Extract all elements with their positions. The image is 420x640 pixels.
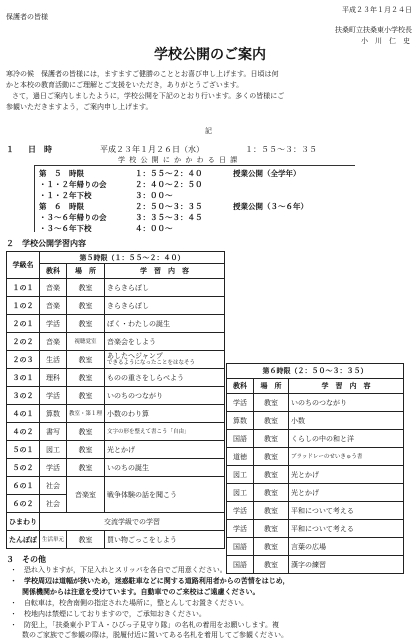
table-row bbox=[7, 297, 225, 315]
intro-line-2: かと本校の教育活動にご理解とご支援をいただき，ありがとうございます。 bbox=[6, 81, 244, 89]
col-subject: 教科 bbox=[40, 264, 67, 279]
place-cell: 教室 bbox=[67, 531, 105, 549]
class-name: ２の３ bbox=[7, 351, 40, 369]
place-cell: 教室 bbox=[254, 538, 289, 556]
section3-title: ３ その他 bbox=[6, 555, 46, 564]
intro-line-1: 寒冷の候 保護者の皆様には，ますますご健勝のこととお喜び申し上げます。日頃は何 bbox=[6, 70, 279, 78]
intro-line-4: 参観いただきますよう，ご案内申し上げます。 bbox=[6, 103, 153, 111]
table-row bbox=[7, 441, 225, 459]
content-cell: 平和について考える bbox=[289, 502, 404, 520]
content-cell: 買い物ごっこをしよう bbox=[105, 531, 225, 549]
content-cell: 文字の形を整えて書こう「自由」 bbox=[105, 423, 225, 441]
place-cell: 教室 bbox=[254, 502, 289, 520]
content-cell: 音楽会をしよう bbox=[105, 333, 225, 351]
subject-cell: 音楽 bbox=[40, 297, 67, 315]
event-date: 平成２３年１月２６日（水） bbox=[100, 145, 204, 154]
subject-cell: 音楽 bbox=[40, 333, 67, 351]
table-row bbox=[7, 459, 225, 477]
subject-cell: 学活 bbox=[227, 520, 254, 538]
content-cell: きらきらぼし bbox=[105, 297, 225, 315]
table-row bbox=[7, 351, 225, 369]
content-cell: 交流学級での学習 bbox=[40, 513, 225, 531]
schedule-name: ・３～６年下校 bbox=[39, 224, 92, 233]
table-row bbox=[227, 430, 404, 448]
note-line: ・ 恐れ入りますが，下足入れとスリッパを各自でご用意ください。 bbox=[10, 566, 227, 574]
content-subline: できるようになったことをはなそう bbox=[107, 360, 196, 366]
table-row bbox=[7, 279, 225, 297]
table-row bbox=[7, 531, 225, 549]
document-title: 学校公開のご案内 bbox=[154, 47, 266, 63]
schedule-note: 授業公開（全学年） bbox=[233, 169, 301, 178]
subject-cell: 図工 bbox=[227, 484, 254, 502]
subject-cell: 国語 bbox=[227, 430, 254, 448]
class-name: ３の２ bbox=[7, 387, 40, 405]
subject-cell: 国語 bbox=[227, 556, 254, 574]
class-name: ４の１ bbox=[7, 405, 40, 423]
subject-cell: 算数 bbox=[227, 412, 254, 430]
table-row bbox=[227, 394, 404, 412]
table-row bbox=[7, 477, 225, 495]
note-line: 関係機関からは注意を受けています。自動車でのご来校はご遠慮ください。 bbox=[22, 588, 260, 596]
period6-table bbox=[226, 363, 404, 574]
date: 平成２３年１月２４日 bbox=[342, 6, 412, 14]
subject-cell: 学活 bbox=[227, 502, 254, 520]
table-row bbox=[7, 405, 225, 423]
place-cell: 教室 bbox=[67, 369, 105, 387]
subject-cell: 図工 bbox=[227, 466, 254, 484]
recipient: 保護者の皆様 bbox=[6, 13, 48, 21]
place-cell: 教室 bbox=[254, 394, 289, 412]
col-subject: 教科 bbox=[227, 379, 254, 394]
table-row bbox=[7, 369, 225, 387]
schedule-heading: 学 校 公 開 に か か わ る 日 課 bbox=[118, 156, 239, 164]
class-name: ひまわり bbox=[7, 513, 40, 531]
place-cell: 教室 bbox=[254, 520, 289, 538]
table-row bbox=[227, 448, 404, 466]
subject-cell: 学活 bbox=[40, 387, 67, 405]
place-cell: 教室 bbox=[67, 423, 105, 441]
class-name: １の１ bbox=[7, 279, 40, 297]
subject-cell: 国語 bbox=[227, 538, 254, 556]
place-cell: 教室 bbox=[254, 430, 289, 448]
class-name: ６の１ bbox=[7, 477, 40, 495]
principal-name: 小 川 仁 史 bbox=[361, 37, 410, 45]
subject-cell: 学活 bbox=[227, 394, 254, 412]
schedule-time: １：５５～２：４０ bbox=[135, 169, 203, 178]
table-row bbox=[7, 387, 225, 405]
col-place: 場 所 bbox=[67, 264, 105, 279]
subject-cell: 学活 bbox=[40, 315, 67, 333]
period6-header: 第６時限（２：５０～３：３５） bbox=[227, 364, 404, 379]
table-row bbox=[227, 502, 404, 520]
class-name: ６の２ bbox=[7, 495, 40, 513]
content-cell: 小数のわり算 bbox=[105, 405, 225, 423]
place-cell: 教室 bbox=[67, 297, 105, 315]
place-cell: 教室 bbox=[254, 484, 289, 502]
place-cell: 教室 bbox=[254, 448, 289, 466]
content-cell: 言葉の広場 bbox=[289, 538, 404, 556]
place-cell: 教室 bbox=[254, 466, 289, 484]
table-row bbox=[227, 538, 404, 556]
section1-number: １ bbox=[6, 145, 14, 154]
schedule-name: 第 ５ 時限 bbox=[39, 169, 84, 178]
col-content: 学 習 内 容 bbox=[289, 379, 404, 394]
period5-header: 第５時限（１：５５～２：４０） bbox=[40, 252, 225, 264]
content-cell bbox=[105, 351, 225, 369]
table-row bbox=[7, 423, 225, 441]
content-cell: ものの重さをしらべよう bbox=[105, 369, 225, 387]
class-name: ５の１ bbox=[7, 441, 40, 459]
table-row bbox=[227, 520, 404, 538]
table-row bbox=[227, 556, 404, 574]
place-cell: 教室 bbox=[254, 412, 289, 430]
schedule-time: ４：００～ bbox=[135, 224, 173, 233]
schedule-time: ２：４０～２：５０ bbox=[135, 180, 203, 189]
content-cell: きらきらぼし bbox=[105, 279, 225, 297]
schedule-time: ３：３５～３：４５ bbox=[135, 213, 203, 222]
subject-cell: 生活単元 bbox=[40, 531, 67, 549]
subject-cell: 学活 bbox=[40, 459, 67, 477]
class-name: ２の１ bbox=[7, 315, 40, 333]
class-name: ５の２ bbox=[7, 459, 40, 477]
school-name: 扶桑町立扶桑東小学校長 bbox=[335, 26, 412, 34]
table-row bbox=[227, 466, 404, 484]
note-line: 数のご家族でご参観の際は，脱履付近に置いてある名札を着用してご参観ください。 bbox=[22, 631, 288, 639]
content-cell: いのちのつながり bbox=[105, 387, 225, 405]
schedule-time: ２：５０～３：３５ bbox=[135, 202, 203, 211]
table-row bbox=[7, 315, 225, 333]
schedule-name: ・１・２年下校 bbox=[39, 191, 92, 200]
place-cell: 教室 bbox=[67, 315, 105, 333]
place-cell: 教室 bbox=[67, 351, 105, 369]
period5-table bbox=[6, 251, 225, 549]
content-cell: 平和について考える bbox=[289, 520, 404, 538]
subject-cell: 算数 bbox=[40, 405, 67, 423]
ki-label: 記 bbox=[205, 127, 212, 135]
subject-cell: 図工 bbox=[40, 441, 67, 459]
table-row bbox=[227, 484, 404, 502]
note-line: ・ 校地内は禁煙にしておりますので，ご承知おきください。 bbox=[10, 610, 206, 618]
note-line: ・ 自転車は，校舎南側の指定された場所に，整とんしてお置きください。 bbox=[10, 599, 248, 607]
content-cell: くらしの中の和と洋 bbox=[289, 430, 404, 448]
place-cell: 教室 bbox=[67, 387, 105, 405]
content-cell: 光とかげ bbox=[289, 484, 404, 502]
schedule-box bbox=[34, 165, 355, 232]
content-line: あしたへジャンプ bbox=[107, 352, 163, 360]
grade-header: 学級名 bbox=[7, 252, 40, 279]
place-cell: 教室・第１理 bbox=[67, 405, 105, 423]
content-cell: ぼく・わたしの誕生 bbox=[105, 315, 225, 333]
subject-cell: 社会 bbox=[40, 495, 67, 513]
content-cell: 小数 bbox=[289, 412, 404, 430]
col-place: 場 所 bbox=[254, 379, 289, 394]
note-line: ・ 防犯上，「扶桑東小ＰＴＡ・ひびっ子見守り隊」の名札の着用をお願いします。複 bbox=[10, 621, 279, 629]
section2-title: ２ 学校公開学習内容 bbox=[6, 239, 86, 248]
content-cell: ブラッドレーのせいきゅう書 bbox=[289, 448, 404, 466]
content-cell: 漢字の練習 bbox=[289, 556, 404, 574]
subject-cell: 音楽 bbox=[40, 279, 67, 297]
subject-cell: 生活 bbox=[40, 351, 67, 369]
schedule-time: ３：００～ bbox=[135, 191, 173, 200]
place-cell: 音楽室 bbox=[67, 477, 105, 513]
place-cell: 視聴覚室 bbox=[67, 333, 105, 351]
class-name: ４の２ bbox=[7, 423, 40, 441]
subject-cell: 書写 bbox=[40, 423, 67, 441]
schedule-name: ・１・２年帰りの会 bbox=[39, 180, 107, 189]
content-cell: 光とかげ bbox=[289, 466, 404, 484]
schedule-note: 授業公開（３～６年） bbox=[233, 202, 308, 211]
place-cell: 教室 bbox=[254, 556, 289, 574]
class-name: ３の１ bbox=[7, 369, 40, 387]
table-row bbox=[7, 513, 225, 531]
content-cell: いのちのつながり bbox=[289, 394, 404, 412]
col-content: 学 習 内 容 bbox=[105, 264, 225, 279]
content-cell: 戦争体験の話を聞こう bbox=[105, 477, 225, 513]
class-name: ２の２ bbox=[7, 333, 40, 351]
intro-line-3: さて，過日ご案内しましたように，学校公開を下記のとおり行います。多くの皆様にご bbox=[12, 92, 285, 100]
class-name: １の２ bbox=[7, 297, 40, 315]
subject-cell: 道徳 bbox=[227, 448, 254, 466]
table-row bbox=[227, 412, 404, 430]
schedule-name: ・３～６年帰りの会 bbox=[39, 213, 107, 222]
place-cell: 教室 bbox=[67, 279, 105, 297]
place-cell: 教室 bbox=[67, 459, 105, 477]
content-cell: 光とかげ bbox=[105, 441, 225, 459]
table-row bbox=[7, 333, 225, 351]
subject-cell: 理科 bbox=[40, 369, 67, 387]
note-line: ・ 学校周辺は道幅が狭いため，迷惑駐車などに関する道路利用者からの苦情をはじめ， bbox=[10, 577, 290, 585]
class-name: たんぽぽ bbox=[7, 531, 40, 549]
content-cell: いのちの誕生 bbox=[105, 459, 225, 477]
schedule-name: 第 ６ 時限 bbox=[39, 202, 84, 211]
section1-label: 日 時 bbox=[28, 145, 52, 154]
event-time: １：５５～３：３５ bbox=[245, 145, 317, 154]
subject-cell: 社会 bbox=[40, 477, 67, 495]
place-cell: 教室 bbox=[67, 441, 105, 459]
